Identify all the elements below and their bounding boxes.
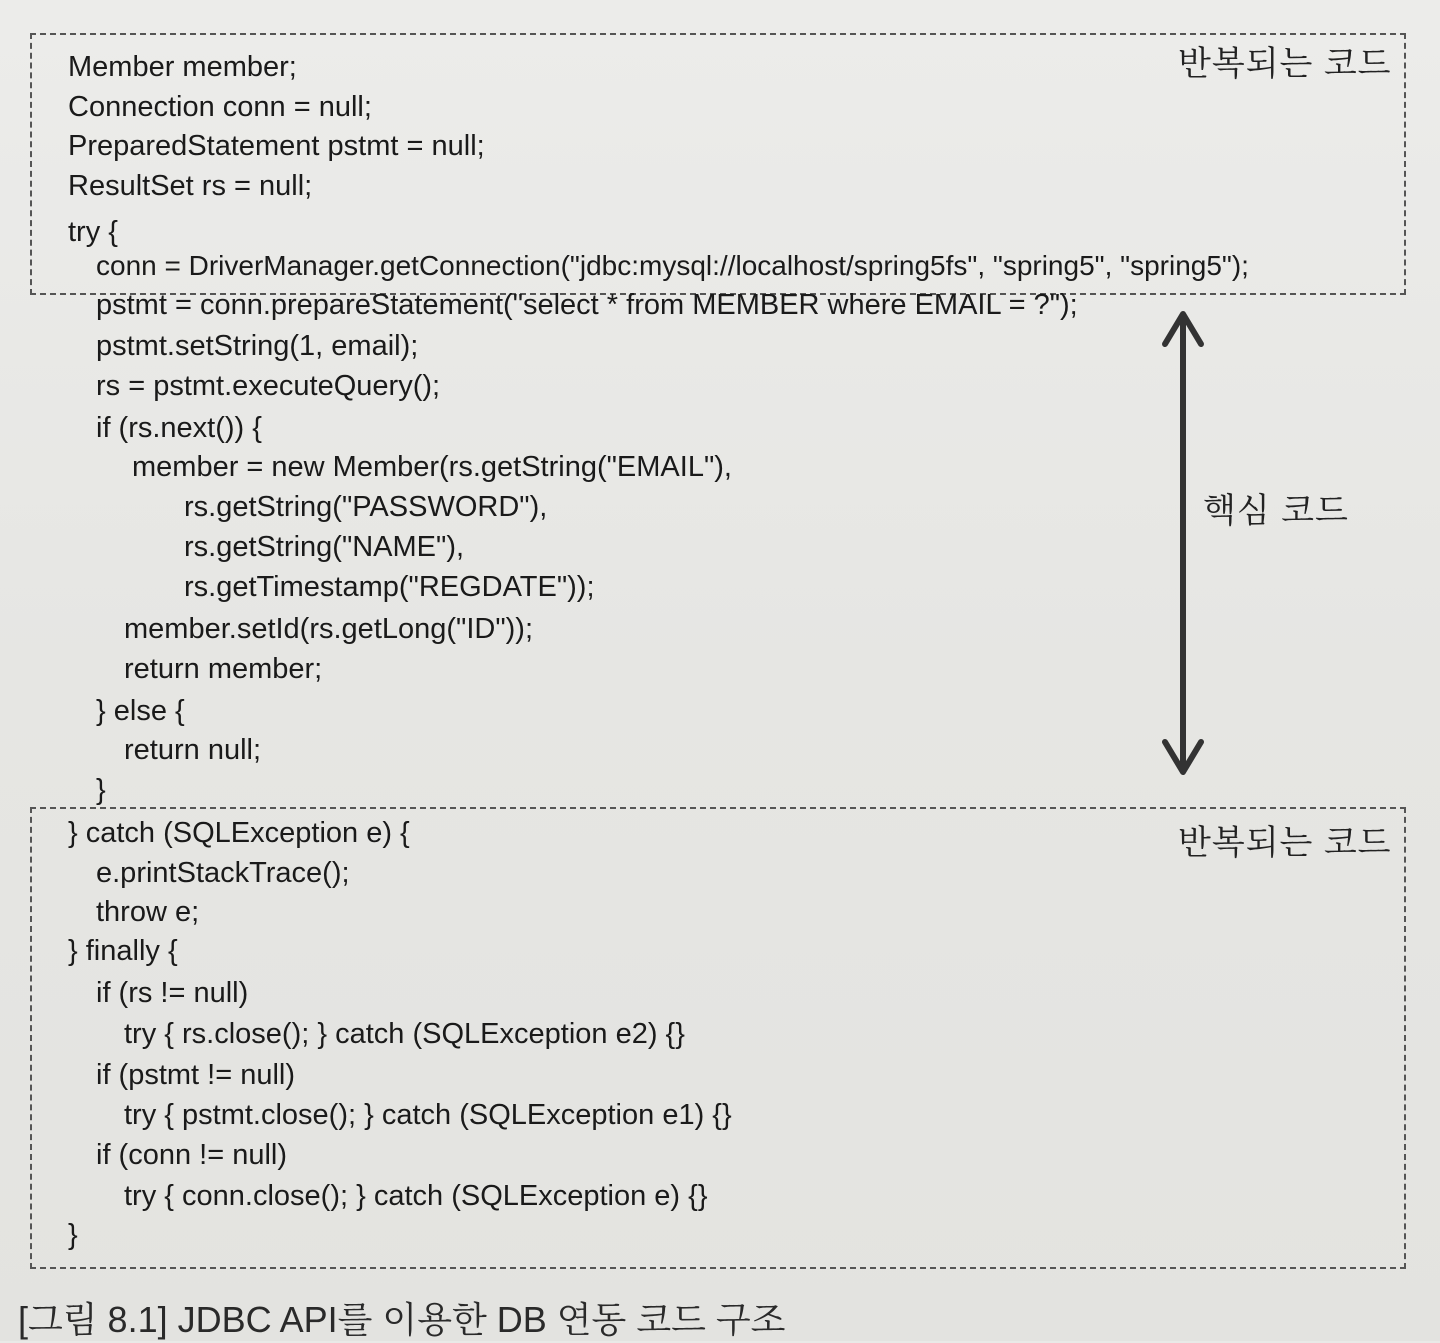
code-line: return null; xyxy=(124,734,262,766)
code-line: try { pstmt.close(); } catch (SQLException e1) {} xyxy=(124,1099,732,1131)
repeated-code-label-top: 반복되는 코드 xyxy=(1178,45,1392,83)
code-line: rs.getString("PASSWORD"), xyxy=(184,491,548,523)
core-code-label: 핵심 코드 xyxy=(1203,492,1349,530)
code-line: conn = DriverManager.getConnection("jdbc:mysql://localhost/spring5fs", "spring5", "spring5"); xyxy=(96,250,1249,281)
code-line: member.setId(rs.getLong("ID")); xyxy=(124,613,534,645)
code-line: try { rs.close(); } catch (SQLException e2) {} xyxy=(124,1018,685,1050)
code-line: } xyxy=(96,774,106,806)
code-line: } else { xyxy=(96,695,185,727)
code-line: } finally { xyxy=(68,935,178,967)
code-line: rs.getString("NAME"), xyxy=(184,531,465,563)
code-line: Member member; xyxy=(68,51,297,83)
code-line: ResultSet rs = null; xyxy=(68,170,313,202)
code-line: return member; xyxy=(124,653,323,685)
code-line: if (conn != null) xyxy=(96,1139,288,1171)
code-line: } xyxy=(68,1219,78,1251)
repeated-code-label-bottom: 반복되는 코드 xyxy=(1178,824,1392,862)
code-line: try { conn.close(); } catch (SQLException e) {} xyxy=(124,1180,708,1212)
code-line: Connection conn = null; xyxy=(68,91,372,123)
code-line: e.printStackTrace(); xyxy=(96,857,350,889)
code-line: if (pstmt != null) xyxy=(96,1059,296,1091)
code-line: try { xyxy=(68,216,118,248)
code-line: throw e; xyxy=(96,896,200,928)
code-line: pstmt.setString(1, email); xyxy=(96,330,419,362)
code-line: } catch (SQLException e) { xyxy=(68,817,410,849)
code-line: pstmt = conn.prepareStatement("select * from MEMBER where EMAIL = ?"); xyxy=(96,289,1078,321)
code-line: member = new Member(rs.getString("EMAIL"), xyxy=(132,451,732,483)
double-headed-arrow-icon xyxy=(1160,308,1206,778)
code-line: if (rs.next()) { xyxy=(96,412,262,444)
figure-caption: [그림 8.1] JDBC API를 이용한 DB 연동 코드 구조 xyxy=(18,1299,786,1340)
code-line: PreparedStatement pstmt = null; xyxy=(68,130,485,162)
code-line: if (rs != null) xyxy=(96,977,249,1009)
code-line: rs.getTimestamp("REGDATE")); xyxy=(184,571,595,603)
code-line: rs = pstmt.executeQuery(); xyxy=(96,370,441,402)
